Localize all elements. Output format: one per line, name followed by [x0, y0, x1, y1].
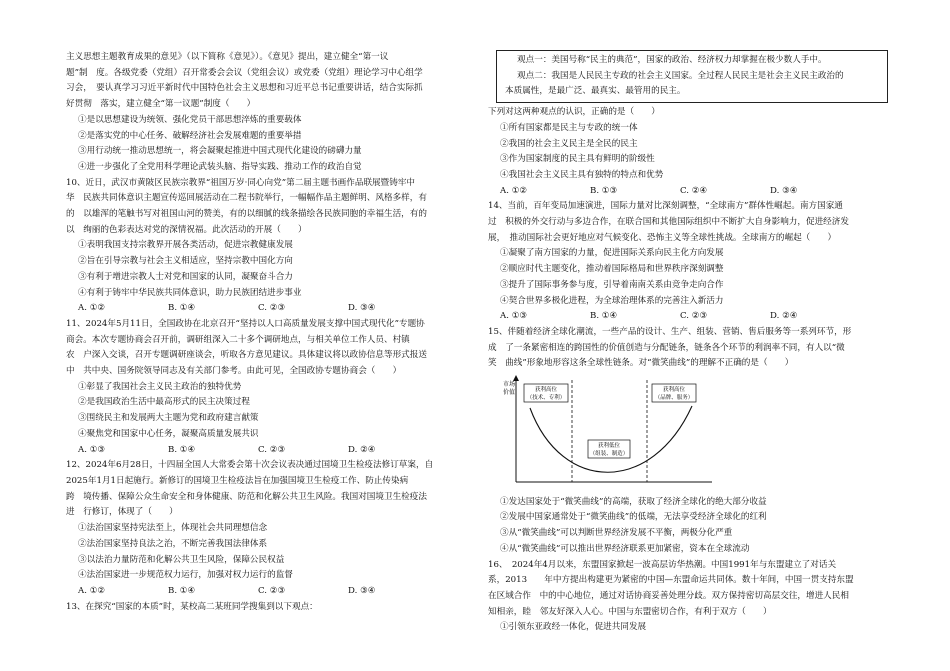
- q9-continued: [66, 50, 469, 176]
- top-left-box-line1: 获利高位: [534, 387, 558, 394]
- left-column: [66, 50, 469, 615]
- option: ②旨在引导宗教与社会主义相适应，坚持宗教中国化方向: [78, 256, 293, 267]
- option: ③用行动统一推动思想统一，将会凝聚起推进中国式现代化建设的磅礴力量: [78, 146, 362, 157]
- option: ①法治国家坚持宪法至上，体现社会共同理想信念: [78, 523, 268, 534]
- choice-d: D. ③④: [348, 303, 376, 314]
- text-line: 在区域合作 中的中心地位，通过对话协商妥善处理分歧。双方保持密切高层交往，增进人民相: [488, 590, 849, 601]
- choice-d: D. ②④: [348, 444, 376, 455]
- choice-c: C. ②③: [258, 444, 286, 455]
- bottom-box-line2: （组装、制造）: [589, 451, 629, 458]
- bottom-box-line1: 获利低位: [597, 443, 621, 450]
- answer-choices: [488, 184, 888, 200]
- text-line: 农 户深入交谈，召开专题调研座谈会，听取各方意见建议。具体建议将以政协信息等形式报送: [66, 350, 427, 361]
- right-column: [488, 50, 888, 636]
- text-line: 16、 2024年4月以来，东盟国家掀起一波高层访华热潮。中国1991年与东盟建立了对话关: [488, 559, 837, 570]
- answer-choices: [66, 584, 469, 600]
- text-line: 成 了一条紧密相连的跨国性的价值创造与分配链条，链条各个环节的利润率不同，有人以“微: [488, 342, 845, 353]
- y-axis-label-line-a: 市场: [503, 381, 516, 389]
- text-line: 2025年1月1日起施行。新修订的国境卫生检疫法旨在加强国境卫生检疫工作、防止传染病: [66, 475, 409, 486]
- choice-b: B. ①④: [168, 303, 196, 314]
- smile-curve: [530, 406, 692, 472]
- y-axis-label-1: [503, 380, 517, 396]
- viewpoints-box: [496, 50, 888, 103]
- option: ④进一步强化了全党用科学理论武装头脑、指导实践、推动工作的政治自觉: [78, 161, 362, 172]
- option: ①表明我国支持宗教界开展各类活动，促进宗教健康发展: [78, 240, 293, 251]
- text-line: 11、2024年5月11日，全国政协在北京召开“坚持以人口高质量发展支撑中国式现代化”专题协: [66, 318, 425, 329]
- choice-d: D. ③④: [348, 585, 376, 596]
- text-line: 笑 曲线”形象地形容这条全球性链条。对“微笑曲线”的理解不正确的是（ ）: [488, 358, 794, 369]
- choice-a: A. ①②: [500, 185, 528, 196]
- choice-a: A. ①③: [78, 444, 106, 455]
- text-line: 进 行修订，体现了（ ）: [66, 507, 178, 518]
- option: ①凝聚了南方国家的力量，促进国际关系向民主化方向发展: [500, 248, 724, 259]
- choice-b: B. ①④: [590, 311, 618, 322]
- choice-c: C. ②③: [258, 585, 286, 596]
- question-15: [488, 325, 888, 558]
- option: ②是落实党的中心任务、破解经济社会发展难题的重要举措: [78, 130, 302, 141]
- top-right-box-line2: （品牌、服务）: [654, 395, 694, 402]
- choice-b: B. ①④: [168, 444, 196, 455]
- question-16: [488, 558, 888, 637]
- question-11: [66, 317, 469, 458]
- option: ③从“微笑曲线”可以判断世界经济发展不平衡，两极分化严重: [500, 528, 733, 539]
- smile-curve-diagram: [502, 374, 717, 486]
- answer-choices: [488, 309, 888, 325]
- option: ④法治国家进一步规范权力运行，加强对权力运行的监督: [78, 570, 293, 581]
- text-line: 过 积极的外交行动与多边合作，在联合国和其他国际组织中不断扩大自身影响力，促进经济发: [488, 217, 849, 228]
- option: ①彰显了我国社会主义民主政治的独特优势: [78, 381, 242, 392]
- text-line: 展， 推动国际社会更好地应对气候变化、恐怖主义等全球性挑战。全球南方的崛起（ ）: [488, 232, 837, 243]
- choice-b: B. ①③: [590, 185, 618, 196]
- text-line: 主义思想主题教育成果的意见》（以下简称《意见》）。《意见》提出，建立健全“第一议: [66, 52, 389, 62]
- text-line: 观点一：美国号称“民主的典范”，国家的政治、经济权力却掌握在极少数人手中。: [517, 55, 827, 65]
- option: ④契合世界多极化进程，为全球治理体系的完善注入新活力: [500, 295, 724, 306]
- option: ④从“微笑曲线”可以推出世界经济联系更加紧密，资本在全球流动: [500, 543, 750, 554]
- option: ②我国的社会主义民主是全民的民主: [500, 138, 638, 149]
- text-line: 商会。本次专题协商会召开前，调研组深入二十多个调研地点，与相关单位工作人员、村镇: [66, 334, 410, 345]
- text-line: 本质属性，是最广泛、最真实、最管用的民主。: [505, 86, 686, 97]
- option: ④我国社会主义民主具有独特的特点和优势: [500, 169, 664, 180]
- question-14: [488, 199, 888, 325]
- text-line: 系，2013 年中方提出构建更为紧密的中国—东盟命运共同体。数十年间，中国一贯支持东盟: [488, 575, 854, 586]
- question-12: [66, 458, 469, 599]
- text-line: 跨 境传播、保障公众生命安全和身体健康、防范和化解公共卫生风险。我国对国境卫生检疫法: [66, 491, 427, 502]
- text-line: 14、当前，百年变局加速演进，国际力量对比深刻调整，“全球南方”群体性崛起。南方国家通: [488, 201, 843, 212]
- choice-a: A. ①②: [78, 585, 106, 596]
- top-right-box-line1: 获利高位: [662, 387, 686, 394]
- text-line: 华 民族共同体意识主题宣传巡回展活动在二程书院举行，一幅幅作品主题鲜明、风格多样，有: [66, 193, 427, 204]
- option: ①引领东亚政经一体化，促进共同发展: [500, 622, 647, 633]
- option: ③提升了国际事务参与度，引导着南南关系由竞争走向合作: [500, 279, 724, 290]
- option: ①所有国家都是民主与专政的统一体: [500, 122, 638, 133]
- answer-choices: [66, 301, 469, 317]
- choice-d: D. ②④: [770, 311, 798, 322]
- option: ④聚焦党和国家中心任务，凝聚高质量发展共识: [78, 428, 259, 439]
- option: ②顺应时代主题变化，推动着国际格局和世界秩序深刻调整: [500, 264, 724, 275]
- text-line: 知相亲，睦 邻友好深入人心。中国与东盟密切合作，有利于双方（ ）: [488, 606, 772, 617]
- option: ②法治国家坚持良法之治，不断完善我国法律体系: [78, 538, 268, 549]
- question-10: [66, 176, 469, 317]
- question-13-prompt: 下列对这两种观点的认识，正确的是（ ）: [488, 107, 660, 118]
- choice-c: C. ②③: [680, 311, 708, 322]
- option: ③有利于增进宗教人士对党和国家的认同，凝聚奋斗合力: [78, 271, 293, 282]
- y-axis-label-line-b: 价值: [503, 389, 516, 397]
- choice-c: C. ②④: [680, 185, 708, 196]
- question-13-stem: 13、在探究“国家的本质”时，某校高二某班同学搜集到以下观点：: [66, 601, 318, 612]
- choice-d: D. ③④: [770, 185, 798, 196]
- option: ③围绕民主和发展两大主题为党和政府建言献策: [78, 413, 259, 424]
- text-line: 的 以雄浑的笔触书写对祖国山河的赞美，有的以细腻的线条描绘各民族同胞的幸福生活，有的: [66, 209, 427, 220]
- text-line: 以 绚丽的色彩表达对党的深情祝福。此次活动的开展（ ）: [66, 224, 307, 235]
- option: ③以法治力量防范和化解公共卫生风险，保障公民权益: [78, 554, 285, 565]
- text-line: 好贯彻 落实，建立健全“第一议题”制度（ ）: [66, 99, 256, 110]
- choice-a: A. ①③: [500, 311, 528, 322]
- choice-c: C. ②③: [258, 303, 286, 314]
- option: ①是以思想建设为统领、强化党员干部思想淬炼的重要载体: [78, 114, 302, 125]
- option: ③作为国家制度的民主具有鲜明的阶级性: [500, 154, 655, 165]
- option: ②是我国政治生活中最高形式的民主决策过程: [78, 397, 250, 408]
- text-line: 10、近日，武汉市黄陂区民族宗教界“祖国万岁·同心向党”第二届主题书画作品联展暨铸牢中: [66, 177, 416, 188]
- top-left-box-line2: （技术、专利）: [526, 395, 566, 402]
- text-line: 习会， 要认真学习习近平新时代中国特色社会主义思想和习近平总书记重要讲话，结合实际抓: [66, 83, 423, 94]
- option: ①发达国家处于“微笑曲线”的高端，获取了经济全球化的绝大部分收益: [500, 496, 767, 507]
- text-line: 12、2024年6月28日，十四届全国人大常委会第十次会议表决通过国境卫生检疫法修订草案，自: [66, 460, 434, 471]
- text-line: 观点二：我国是人民民主专政的社会主义国家。全过程人民民主是社会主义民主政治的: [517, 70, 844, 81]
- option: ④有利于铸牢中华民族共同体意识，助力民族团结进步事业: [78, 287, 302, 298]
- choice-a: A. ①②: [78, 303, 106, 314]
- text-line: 题”制 度。各级党委（党组）召开常委会会议（党组会议）或党委（党组）理论学习中心组学: [66, 67, 423, 78]
- answer-choices: [66, 443, 469, 459]
- text-line: 中 共中央、国务院领导同志及有关部门参考。由此可见，全国政协专题协商会（ ）: [66, 366, 402, 377]
- option: ②发展中国家通常处于“微笑曲线”的低端，无法享受经济全球化的红利: [500, 512, 767, 523]
- text-line: 15、伴随着经济全球化潮流，一些产品的设计、生产、组装、营销、售后服务等一系列环节，形: [488, 326, 852, 337]
- choice-b: B. ①④: [168, 585, 196, 596]
